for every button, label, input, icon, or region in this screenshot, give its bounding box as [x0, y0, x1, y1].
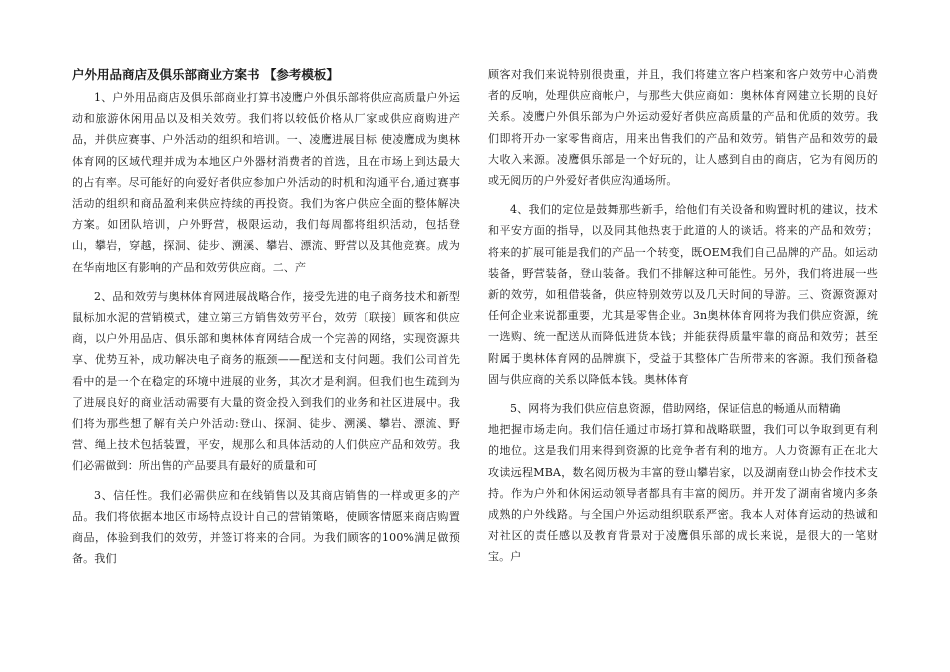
right-column [488, 64, 878, 568]
paragraph-5-continued: 地把握市场走向。我们信任通过市场打算和战略联盟，我们可以争取到更有利的地位。这是我们用来得到资源的比竞争者有利的地方。人力资源有正在北大攻读远程MBA，数名阅历极为丰富的登山攀岩家，以及湖南登山协会作技术支持。作为户外和休闲运动领导者都具有丰富的阅历。并开发了湖南省境内多条成熟的户外线路。与全国户外运动组织联系严密。我本人对体育运动的热诚和对社区的责任感以及教育背景对于凌鹰俱乐部的成长来说，是很大的一笔财宝。户 [488, 423, 878, 564]
paragraph-3: 3、信任性。我们必需供应和在线销售以及其商店销售的一样或更多的产品。我们将依据本地区市场特点设计自己的营销策略，使顾客情愿来商店购置商品，体验到我们的效劳，并签订将来的合同。为我们顾客的100%满足做预备。我们 [72, 488, 460, 566]
left-column [72, 64, 460, 569]
paragraph-1: 1、户外用品商店及俱乐部商业打算书凌鹰户外俱乐部将供应高质量户外运动和旅游休闲用品以及相关效劳。我们将以较低价格从厂家或供应商购进产品，并供应赛事、户外活动的组织和培训。一、凌鹰进展目标 使凌鹰成为奥林体育网的区域代理并成为本地区户外器材消费者的首选，且在市场上到达最大的占有率。尽可能好的向爱好者供应参加户外活动的时机和沟通平台,通过赛事活动的组织和商品盈利来供应持续的再投资。我们为客户供应全面的整体解决方案。如团队培训，户外野营，极限运动，我们每周都将组织活动，包括登山，攀岩，穿越，探洞、徒步、溯溪、攀岩、漂流、野营以及其他竞赛。成为在华南地区有影响的产品和效劳供应商。二、产 [72, 91, 460, 274]
document-title: 户外用品商店及俱乐部商业方案书 【参考模板】 [72, 67, 339, 82]
paragraph-5: 5、网将为我们供应信息资源，借助网络，保证信息的畅通从而精确 [510, 402, 841, 416]
paragraph-4: 4、我们的定位是鼓舞那些新手，给他们有关设备和购置时机的建议，技术和平安方面的指导，以及同其他热衷于此道的人的谈话。将来的产品和效劳；将来的扩展可能是我们的产品一个转变，既OEM我们自己品牌的产品。如运动装备，野营装备，登山装备。我们不排解这种可能性。另外，我们将进展一些新的效劳，如租借装备，供应特别效劳以及几天时间的导游。三、资源资源对任何企业来说都重要，尤其是零售企业。3n奥林体育网将为我们供应资源，统一选购、统一配送从而降低进货本钱；并能获得质量牢靠的商品和效劳；甚至附属于奥林体育网的品牌旗下，受益于其整体广告所带来的客源。我们预备稳固与供应商的关系以降低本钱。奥林体育 [488, 203, 878, 386]
paragraph-3-continued: 顾客对我们来说特别很贵重，并且，我们将建立客户档案和客户效劳中心消费者的反响，处理供应商帐户，与那些大供应商如：奥林体育网建立长期的良好关系。凌鹰户外俱乐部为户外运动爱好者供应高质量的产品和优质的效劳。我们即将开办一家零售商店，用来出售我们的产品和效劳。销售产品和效劳的最大收入来源。凌鹰俱乐部是一个好玩的，让人感到自由的商店，它为有阅历的或无阅历的户外爱好者供应沟通场所。 [488, 68, 878, 188]
paragraph-2: 2、品和效劳与奥林体育网进展战略合作，接受先进的电子商务技术和新型鼠标加水泥的营销模式，建立第三方销售效劳平台，效劳〔联接〕顾客和供应商，以户外用品店、俱乐部和奥林体育网结合成一个完善的网络，实现资源共享、优势互补，成功解决电子商务的瓶颈——配送和支付问题。我们公司首先看中的是一个在稳定的环境中进展的业务，其次才是利润。但我们也生疏到为了进展良好的商业活动需要有大量的资金投入到我们的业务和社区进展中。我们将为那些想了解有关户外活动:登山、探洞、徒步、溯溪、攀岩、漂流、野营、绳上技术包括装置，平安，规那么和具体活动的人们供应产品和效劳。我们必需做到：所出售的产品要具有最好的质量和可 [72, 289, 460, 473]
